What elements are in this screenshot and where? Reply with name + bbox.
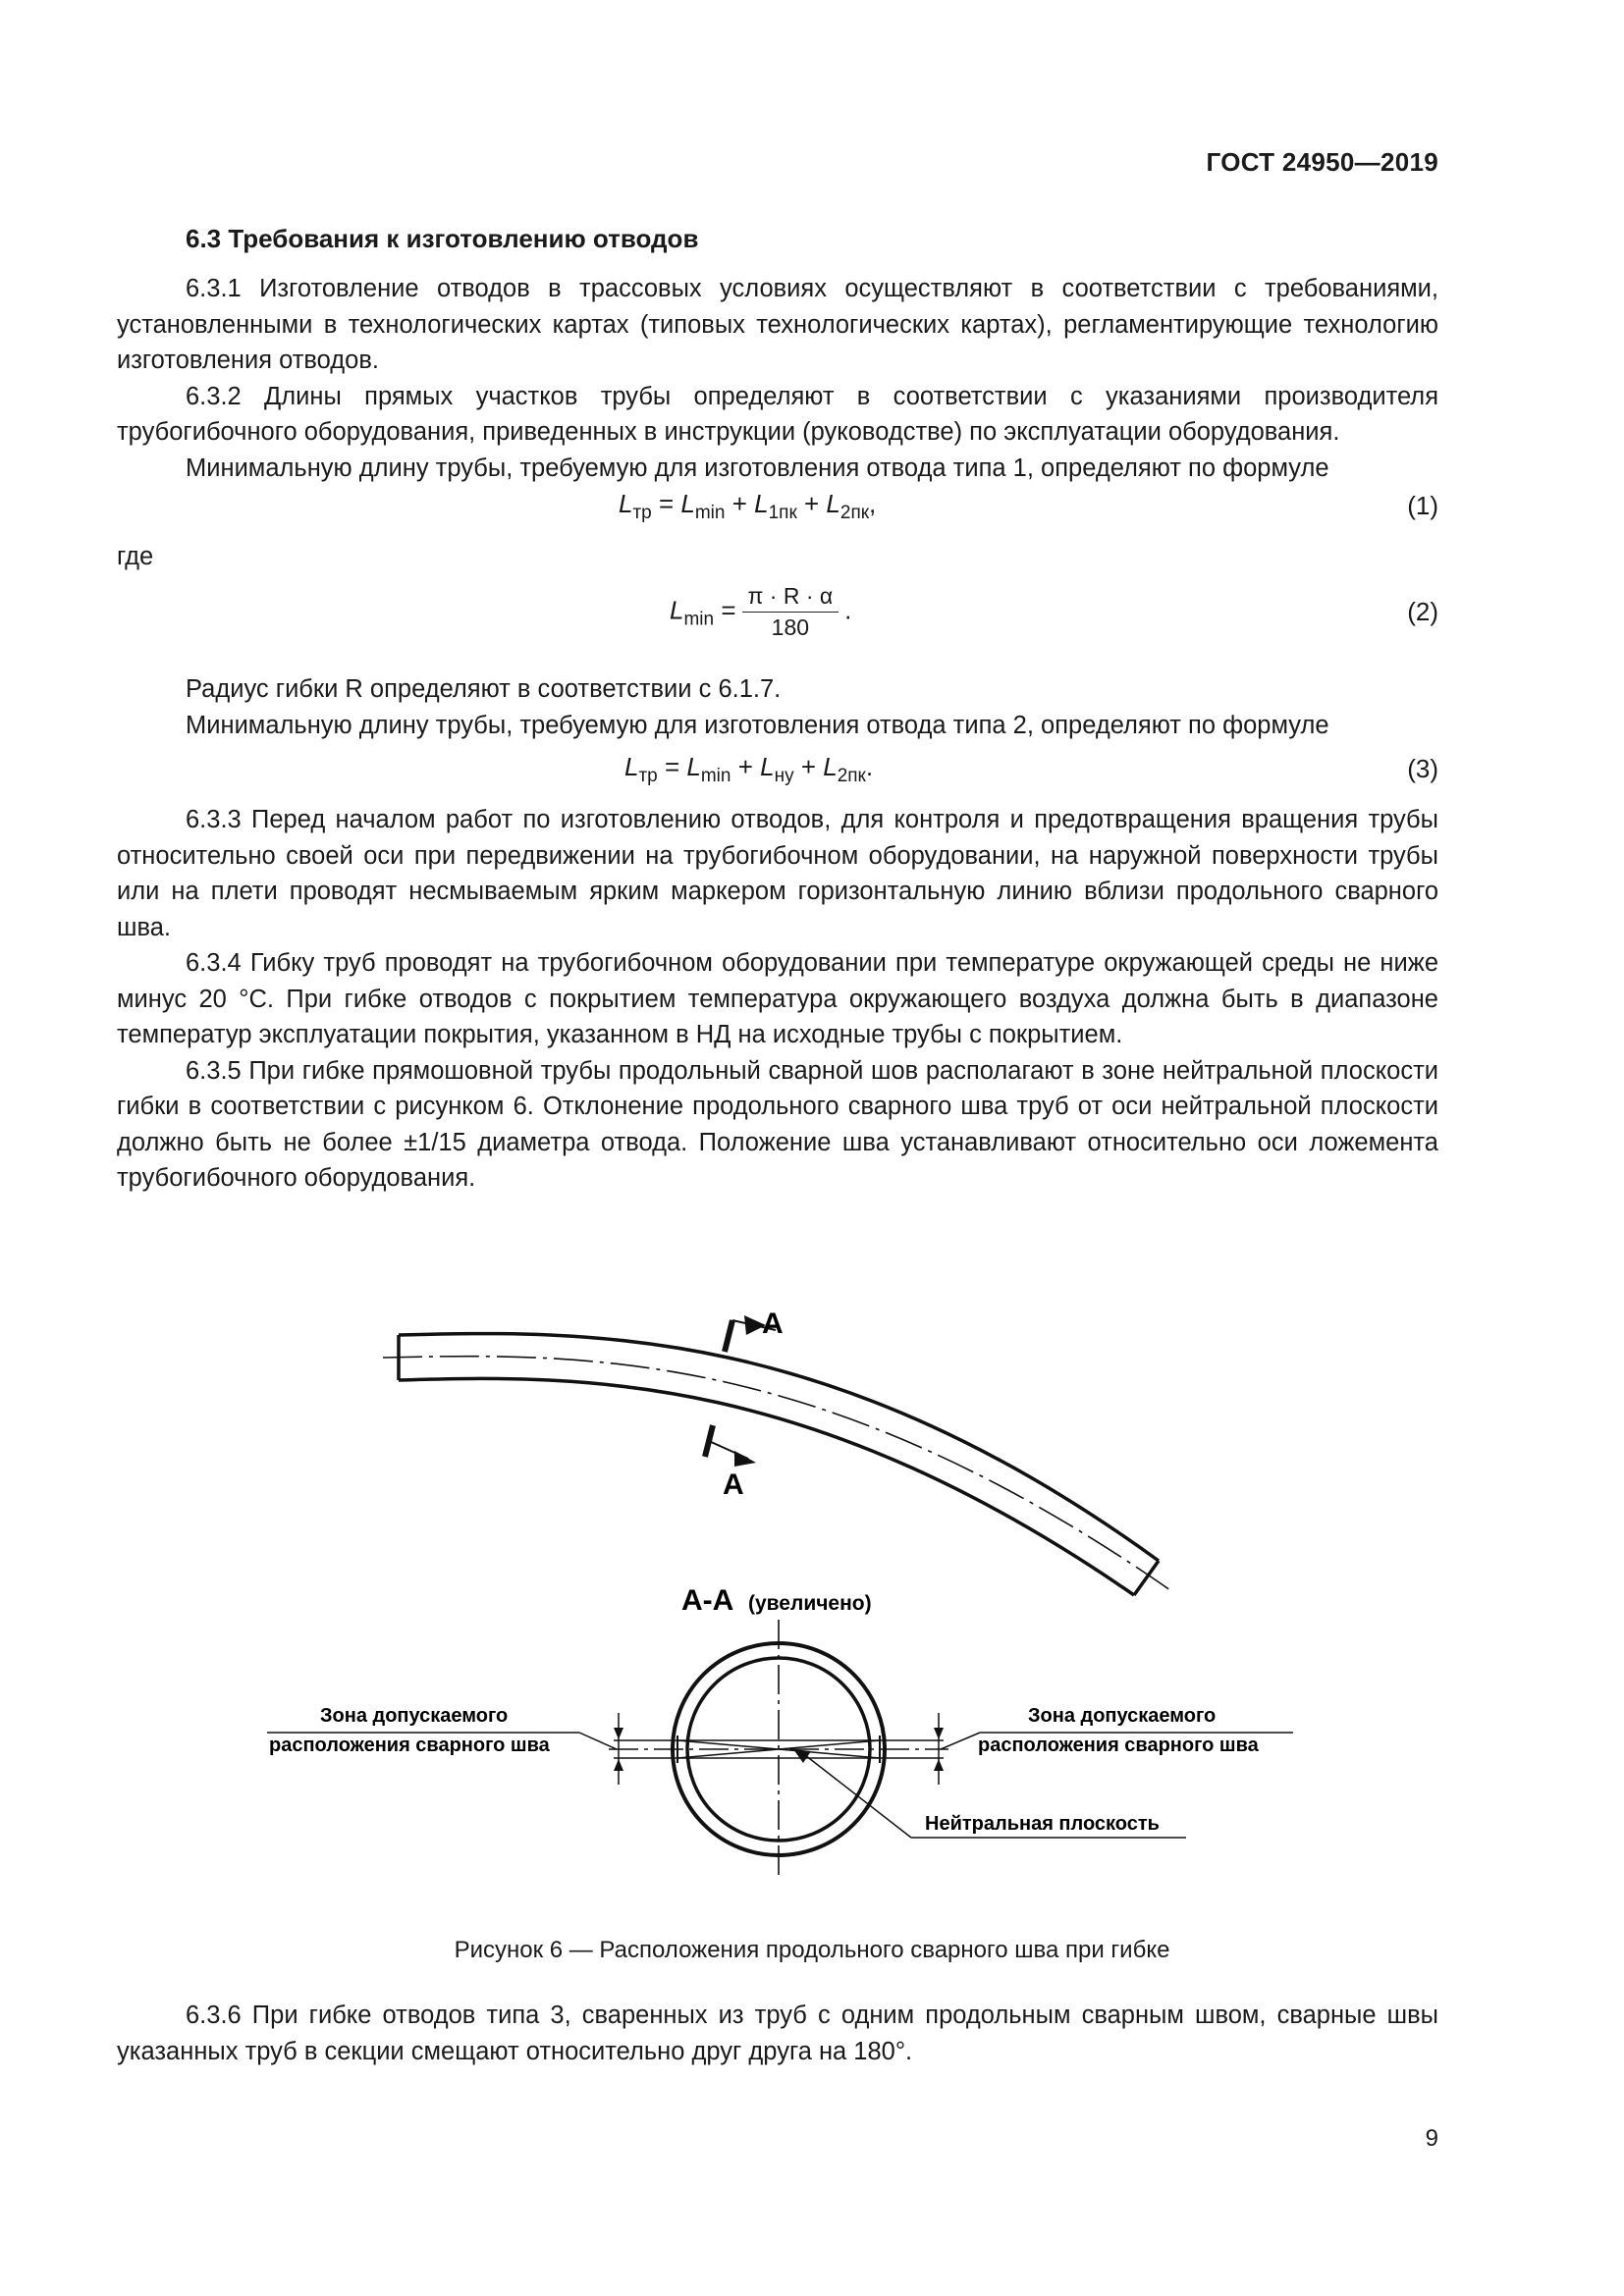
zone-label-left-line1: Зона допускаемого: [320, 1705, 509, 1727]
radius-note: Радиус гибки R определяют в соответствии с 6.1.7.: [186, 675, 782, 703]
paragraph-6-3-5: 6.3.5 При гибке прямошовной трубы продольный сварной шов располагают в зоне нейтральной плоскости гибки в соответствии с рисунком 6. Отклонение продольного сварного шва труб от оси нейтральной плоскости должно быть не более ±1/15 диаметра отвода. Положение шва устанавливают относительно оси ложемента трубогибочного оборудования.: [117, 1056, 1438, 1192]
formula-1-number: (1): [1407, 491, 1438, 520]
paragraph-6-3-4: 6.3.4 Гибку труб проводят на трубогибочном оборудовании при температуре окружающей среды не ниже минус 20 °С. При гибке отводов с покрытием температура окружающего воздуха должна быть в диапазоне температур эксплуатации покрытия, указанном в НД на исходные трубы с покрытием.: [117, 949, 1438, 1048]
zone-label-left-line2: расположения сварного шва: [269, 1735, 550, 1756]
text-block-4: [117, 1998, 1438, 2069]
formula-2-denominator: 180: [771, 614, 810, 640]
section-mark-bottom: [705, 1425, 756, 1501]
paragraph-6-3-3: 6.3.3 Перед началом работ по изготовлению отводов, для контроля и предотвращения вращения трубы относительно своей оси при передвижении на трубогибочном оборудовании, на наружной поверхности трубы или на плети проводят несмываемым ярким маркером горизонтальную линию вблизи продольного сварного шва.: [117, 806, 1438, 941]
section-letter-bottom: А: [723, 1468, 744, 1501]
formula-3: $L_{тр} = L_{min} + L_{ну} + L_{2пк}$.: [624, 752, 874, 786]
where-label: где: [117, 543, 154, 570]
formula-1: $L_{тр} = L_{min} + L_{1пк} + L_{2пк}$,: [619, 489, 877, 523]
formula-2: $L_{min}$ = $\frac{\pi \cdot R \cdot \alpha}{180}$ .: [670, 583, 852, 640]
section-aa-note: (увеличено): [748, 1592, 872, 1615]
neutral-plane-label: Нейтральная плоскость: [925, 1813, 1160, 1835]
paragraph-6-3-6: 6.3.6 При гибке отводов типа 3, сваренных из труб с одним продольным сварным швом, сварные швы указанных труб в секции смещают относительно друг друга на 180°.: [117, 2002, 1438, 2065]
paragraph-min-length-type2: Минимальную длину трубы, требуемую для изготовления отвода типа 2, определяют по формуле: [186, 711, 1329, 739]
section-mark-top: [725, 1308, 784, 1352]
figure-caption: Рисунок 6 — Расположения продольного сварного шва при гибке: [454, 1937, 1170, 1963]
zone-label-right-line2: расположения сварного шва: [978, 1735, 1259, 1756]
section-aa-title: А-А: [681, 1584, 734, 1617]
formula-2-numerator: π · R · α: [742, 583, 839, 613]
paragraph-min-length-type1: Минимальную длину трубы, требуемую для изготовления отвода типа 1, определяют по формуле: [186, 454, 1329, 482]
paragraph-6-3-2: 6.3.2 Длины прямых участков трубы определяют в соответствии с указаниями производителя трубогибочного оборудования, приведенных в инструкции (руководстве) по эксплуатации оборудования.: [117, 382, 1438, 446]
paragraph-6-3-1: 6.3.1 Изготовление отводов в трассовых условиях осуществляют в соответствии с требованиями, установленными в технологических картах (типовых технологических картах), регламентирующие технологию изготовления отводов.: [117, 275, 1438, 374]
section-title: 6.3 Требования к изготовлению отводов: [186, 224, 699, 253]
zone-label-right-line1: Зона допускаемого: [1028, 1705, 1217, 1727]
page-number: 9: [1425, 2125, 1438, 2152]
formula-3-number: (3): [1407, 754, 1438, 783]
bent-pipe-drawing: [383, 1334, 1170, 1595]
document-header: ГОСТ 24950—2019: [1206, 147, 1438, 177]
section-letter-top: А: [762, 1308, 784, 1340]
formula-2-number: (2): [1407, 597, 1438, 626]
